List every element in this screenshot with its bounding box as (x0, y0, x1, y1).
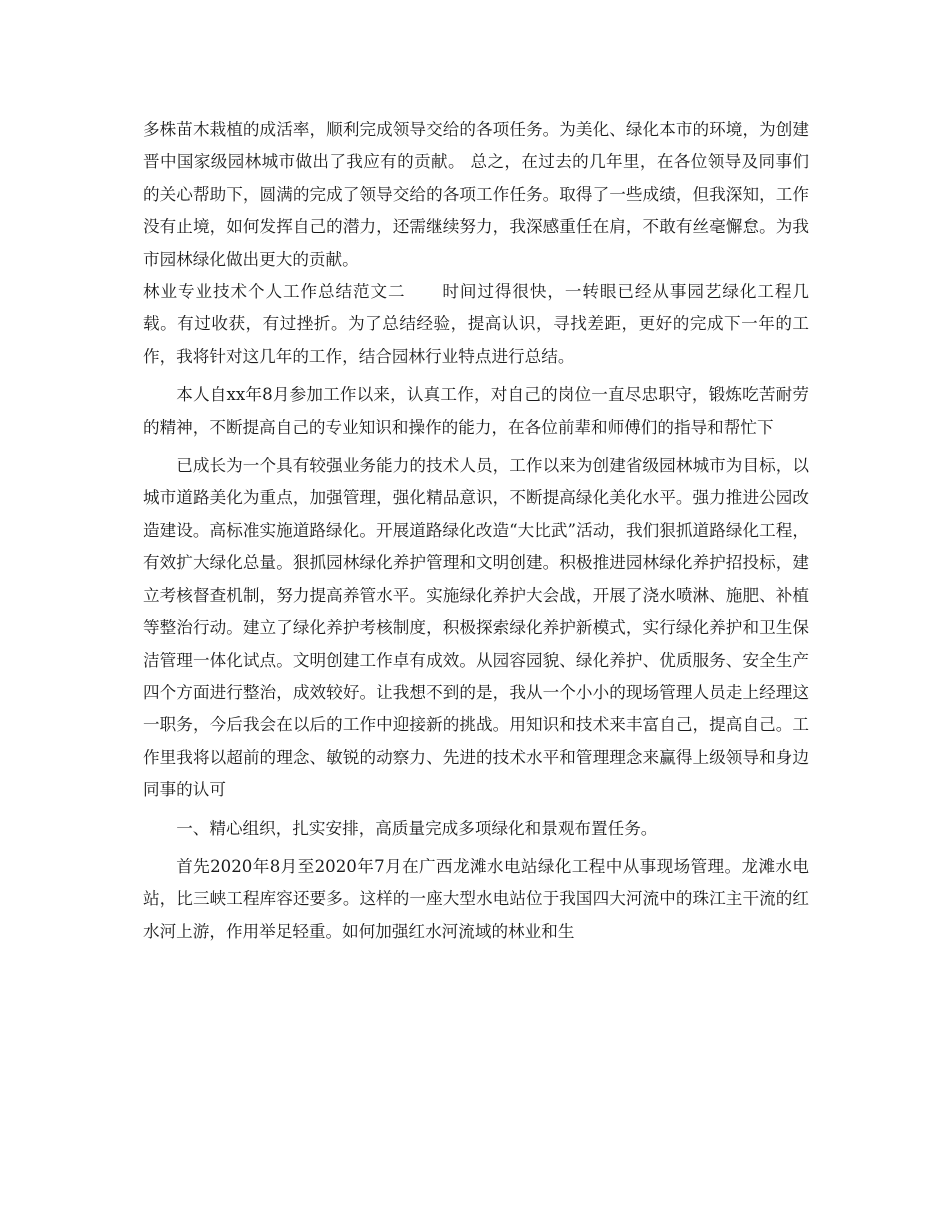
paragraph-text: 本人自xx年8月参加工作以来，认真工作，对自己的岗位一直尽忠职守，锻炼吃苦耐劳的精神，不断提高自己的专业知识和操作的能力，在各位前辈和师傅们的指导和帮忙下 (143, 385, 809, 437)
paragraph-section-two (143, 276, 809, 373)
paragraph-continuation (143, 114, 809, 276)
paragraph-text: 一、精心组织，扎实安排，高质量完成多项绿化和景观布置任务。 (176, 818, 658, 838)
paragraph-growth (143, 450, 809, 806)
paragraph-start-work (143, 379, 809, 444)
document-body (143, 114, 809, 948)
paragraph-text: 时间过得很快，一转眼已经从事园艺绿化工程几载。有过收获，有过挫折。为了总结经验，提高认识，寻找差距，更好的完成下一年的工作，我将针对这几年的工作，结合园林行业特点进行总结。 (143, 282, 809, 366)
paragraph-longtan (143, 851, 809, 948)
paragraph-text: 首先2020年8月至2020年7月在广西龙滩水电站绿化工程中从事现场管理。龙滩水电站，比三峡工程库容还要多。这样的一座大型水电站位于我国四大河流中的珠江主干流的红水河上游，作用举足轻重。如何加强红水河流域的林业和生 (143, 856, 809, 941)
paragraph-section-one-title (143, 813, 809, 845)
section-heading: 林业专业技术个人工作总结范文二 (143, 282, 406, 302)
paragraph-text: 已成长为一个具有较强业务能力的技术人员，工作以来为创建省级园林城市为目标，以城市道路美化为重点，加强管理，强化精品意识，不断提高绿化美化水平。强力推进公园改造建设。高标准实施道路绿化。开展道路绿化改造“大比武”活动，我们狠抓道路绿化工程，有效扩大绿化总量。狠抓园林绿化养护管理和文明创建。积极推进园林绿化养护招投标，建立考核督查机制，努力提高养管水平。实施绿化养护大会战，开展了浇水喷淋、施肥、补植等整治行动。建立了绿化养护考核制度，积极探索绿化养护新模式，实行绿化养护和卫生保洁管理一体化试点。文明创建工作卓有成效。从园容园貌、绿化养护、优质服务、安全生产四个方面进行整治，成效较好。让我想不到的是，我从一个小小的现场管理人员走上经理这一职务，今后我会在以后的工作中迎接新的挑战。用知识和技术来丰富自己，提高自己。工作里我将以超前的理念、敏锐的动察力、先进的技术水平和管理理念来赢得上级领导和身边同事的认可 (143, 456, 809, 800)
paragraph-text: 多株苗木栽植的成活率，顺利完成领导交给的各项任务。为美化、绿化本市的环境，为创建晋中国家级园林城市做出了我应有的贡献。 总之，在过去的几年里，在各位领导及同事们的关心帮助下，圆满的完成了领导交给的各项工作任务。取得了一些成绩，但我深知，工作没有止境，如何发挥自己的潜力，还需继续努力，我深感重任在肩，不敢有丝毫懈怠。为我市园林绿化做出更大的贡献。 (143, 120, 809, 269)
